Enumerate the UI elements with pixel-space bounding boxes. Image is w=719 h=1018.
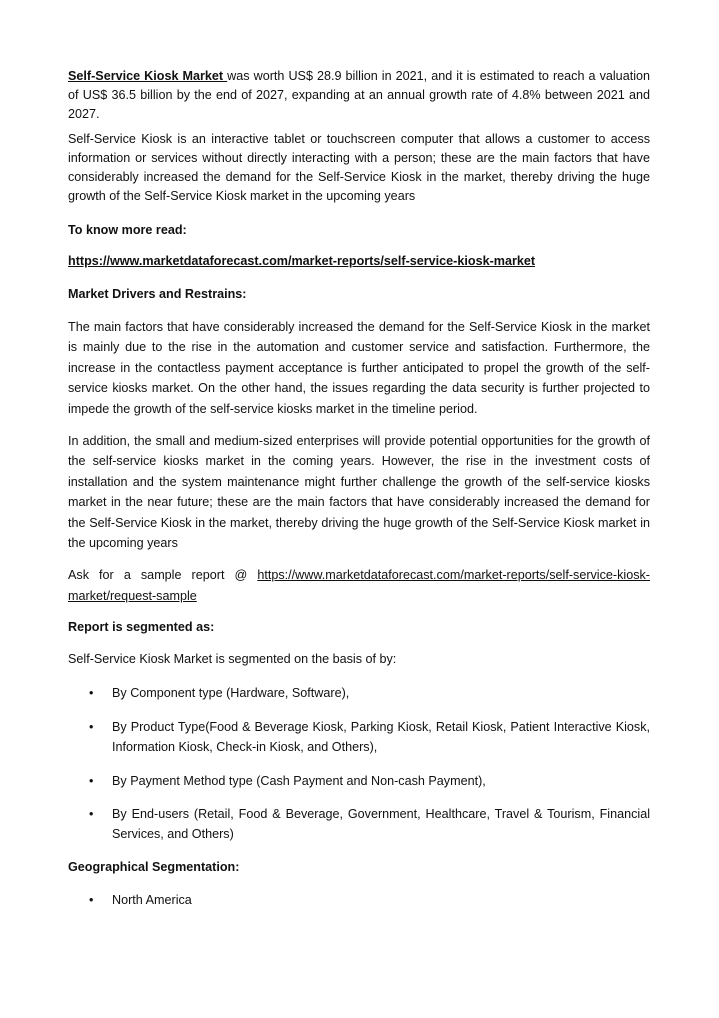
segment-text: By Payment Method type (Cash Payment and Non-cash Payment), bbox=[112, 773, 486, 788]
region-list bbox=[68, 890, 650, 910]
market-name-heading: Self-Service Kiosk Market bbox=[68, 69, 228, 83]
document-page bbox=[68, 67, 650, 910]
main-report-link-line bbox=[68, 252, 650, 271]
bullet-icon: • bbox=[89, 773, 94, 788]
definition-paragraph: Self-Service Kiosk is an interactive tablet or touchscreen computer that allows a customer to access information or services without directly interacting with a person; these are the main factors that have considerably increased the demand for the Self-Service Kiosk in the market, thereby driving the huge growth of the Self-Service Kiosk market in the upcoming years bbox=[68, 132, 650, 203]
list-item bbox=[68, 890, 650, 910]
segment-text: By Product Type(Food & Beverage Kiosk, Parking Kiosk, Retail Kiosk, Patient Interactive Kiosk, Information Kiosk, Check-in Kiosk, and Others), bbox=[112, 719, 650, 755]
drivers-paragraph-1: The main factors that have considerably increased the demand for the Self-Service Kiosk in the market is mainly due to the rise in the automation and customer service and satisfaction. Furthermore, the increase in the contactless payment acceptance is further anticipated to propel the growth of the self-service kiosks market. On the other hand, the issues regarding the data security is further projected to impede the growth of the self-service kiosks market in the timeline period. bbox=[68, 320, 650, 416]
bullet-icon: • bbox=[89, 686, 94, 701]
list-item bbox=[68, 771, 650, 791]
main-report-link[interactable]: https://www.marketdataforecast.com/market-reports/self-service-kiosk-market bbox=[68, 254, 536, 268]
segment-list bbox=[68, 683, 650, 844]
bullet-icon: • bbox=[89, 806, 94, 821]
bullet-icon: • bbox=[89, 719, 94, 734]
intro-paragraph bbox=[68, 67, 650, 124]
bullet-icon: • bbox=[89, 892, 94, 907]
sample-request-prefix: Ask for a sample report @ bbox=[68, 568, 258, 583]
segmented-heading: Report is segmented as: bbox=[68, 620, 215, 635]
sample-request-paragraph bbox=[68, 565, 650, 606]
segment-text: By Component type (Hardware, Software), bbox=[112, 686, 350, 701]
know-more-label: To know more read: bbox=[68, 223, 187, 237]
intro-text: was worth US$ 28.9 billion in 2021, and it is estimated to reach a valuation of US$ 36.5 billion by the end of 2027, expanding at an annual growth rate of 4.8% between 2021 and 2027. bbox=[68, 69, 650, 121]
list-item bbox=[68, 683, 650, 703]
geo-heading: Geographical Segmentation: bbox=[68, 859, 240, 874]
drivers-paragraph-2: In addition, the small and medium-sized enterprises will provide potential opportunities for the growth of the self-service kiosks market in the coming years. However, the rise in the investment costs of installation and the system maintenance might further challenge the growth of the self-service kiosks market in the near future; these are the main factors that have considerably increased the demand for the Self-Service Kiosk in the market, thereby driving the huge growth of the Self-Service Kiosk market in the upcoming years bbox=[68, 434, 650, 551]
sample-request-link[interactable]: https://www.marketdataforecast.com/market-reports/self-service-kiosk-market/request-sample bbox=[68, 568, 650, 603]
segment-text: By End-users (Retail, Food & Beverage, Government, Healthcare, Travel & Tourism, Financial Services, and Others) bbox=[112, 806, 650, 842]
segmented-intro: Self-Service Kiosk Market is segmented on the basis of by: bbox=[68, 652, 397, 667]
region-text: North America bbox=[112, 892, 192, 907]
list-item bbox=[68, 717, 650, 758]
list-item bbox=[68, 804, 650, 845]
drivers-heading: Market Drivers and Restrains: bbox=[68, 287, 247, 301]
